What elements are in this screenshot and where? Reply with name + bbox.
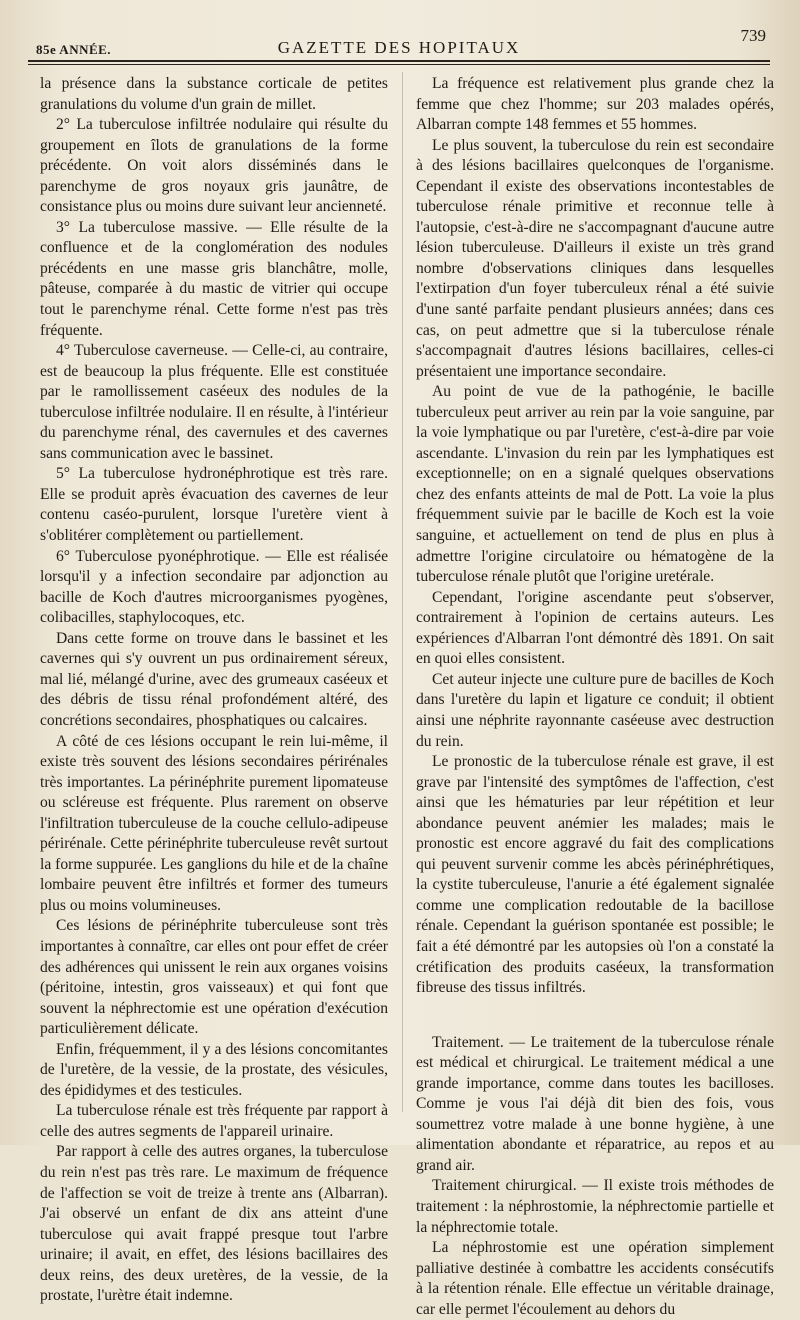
paragraph: Cependant, l'origine ascendante peut s'observer, contrairement à l'opinion de certains auteurs. Les expériences d'Albarran l'ont démontré dès 1891. On sait en quoi elles consistent. bbox=[416, 588, 774, 668]
paragraph: La fréquence est relativement plus grande chez la femme que chez l'homme; sur 203 malades opérés, Albarran compte 148 femmes et 55 hommes. bbox=[416, 75, 774, 134]
paragraph: 4° Tuberculose caverneuse. — Celle-ci, au contraire, est de beaucoup la plus fréquente. Elle est constituée par le ramollissement caséeux des nodules de la tuberculose infiltrée nodulaire. Il en résulte, à l'intérieur du parenchyme rénal, des cavernules et des cavernes sans communication avec le bassinet. bbox=[40, 342, 388, 462]
paragraph: 5° La tuberculose hydronéphrotique est très rare. Elle se produit après évacuation des cavernes de leur contenu caséo-purulent, lorsque l'uretère vient à s'oblitérer complètement ou partiellement. bbox=[40, 465, 388, 545]
paragraph: Le pronostic de la tuberculose rénale est grave, il est grave par l'intensité des symptômes de l'affection, c'est ainsi que les hématuries par leur répétition et leur abondance peuvent anémier les malades; mais le pronostic est encore aggravé du fait des complications qui peuvent survenir comme les abcès périnéphrétiques, la cystite tuberculeuse, l'anurie a été également signalée comme une complication redoutable de la bacillose rénale. Cependant la guérison spontanée est possible; le fait a été démontré par les autopsies où l'on a constaté la crétification des produits caséeux, la transformation fibreuse des tissus infiltrés. bbox=[416, 753, 774, 997]
paragraph: La néphrostomie est une opération simplement palliative destinée à combattre les accidents consécutifs à la rétention rénale. Elle effectue un véritable drainage, car elle permet l'écoulement au dehors du bbox=[416, 1239, 774, 1318]
left-column bbox=[40, 74, 388, 1307]
paragraph: Enfin, fréquemment, il y a des lésions concomitantes de l'uretère, de la vessie, de la prostate, des vésicules, des épididymes et des testicules. bbox=[40, 1040, 388, 1099]
journal-title: GAZETTE DES HOPITAUX bbox=[277, 38, 521, 57]
paragraph: 6° Tuberculose pyonéphrotique. — Elle est réalisée lorsqu'il y a infection secondaire par adjonction au bacille de Koch d'autres microorganismes pyogènes, colibacilles, staphylocoques, etc. bbox=[40, 547, 388, 627]
paragraph: Ces lésions de périnéphrite tuberculeuse sont très importantes à connaître, car elles ont pour effet de créer des adhérences qui unissent le rein aux organes voisins (péritoine, intestin, gros vaisseaux) et qui font que souvent la néphrectomie est une opération d'exécution particulièrement délicate. bbox=[40, 917, 388, 1038]
paragraph-treatment: Traitement. — Le traitement de la tuberculose rénale est médical et chirurgical. Le traitement médical a une grande importance, comme dans toutes les bacilloses. Comme je vous l'ai déjà dit bien des fois, vous soumettrez votre malade à une bonne hygiène, à une alimentation abondante et réparatrice, au repos et au grand air. bbox=[416, 1033, 774, 1174]
paragraph: Traitement chirurgical. — Il existe trois méthodes de traitement : la néphrostomie, la néphrectomie partielle et la néphrectomie totale. bbox=[416, 1177, 774, 1236]
paragraph: Au point de vue de la pathogénie, le bacille tuberculeux peut arriver au rein par la voie sanguine, par la voie lymphatique ou par l'uretère, c'est-à-dire par voie ascendante. L'invasion du rein par les lymphatiques est exceptionnelle; on en a signalé quelques observations chez des enfants atteints de mal de Pott. La voie la plus fréquemment suivie par le bacille de Koch est la voie sanguine, et actuellement on tend de plus en plus à admettre l'origine circulatoire ou hématogène de la tuberculose rénale plutôt que l'origine uretérale. bbox=[416, 383, 774, 586]
paragraph: Le plus souvent, la tuberculose du rein est secondaire à des lésions bacillaires quelconques de l'organisme. Cependant il existe des observations incontestables de tuberculose rénale primitive et reconnue telle à l'autopsie, c'est-à-dire ne s'accompagnant d'aucune autre lésion tuberculeuse. D'ailleurs il existe un très grand nombre d'observations cliniques dans lesquelles l'extirpation d'un foyer tuberculeux rénal a été suivie d'une santé parfaite pendant plusieurs années; dans ces cas, on peut admettre que si la tuberculose rénale s'accompagnait d'autres lésions bacillaires, celles-ci présentaient une importance secondaire. bbox=[416, 136, 774, 380]
paragraph: 2° La tuberculose infiltrée nodulaire qui résulte du groupement en îlots de granulations de la forme précédente. On voit alors disséminés dans le parenchyme de gros noyaux gris jaunâtre, de consistance plus ou moins dure suivant leur ancienneté. bbox=[40, 116, 388, 216]
paragraph: Cet auteur injecte une culture pure de bacilles de Koch dans l'uretère du lapin et ligature ce conduit; il obtient ainsi une néphrite rayonnante caséeuse avec destruction du rein. bbox=[416, 670, 774, 750]
section-gap bbox=[416, 999, 774, 1033]
issue-label: 85e ANNÉE. bbox=[36, 42, 112, 57]
right-column bbox=[416, 74, 774, 1320]
paragraph: Par rapport à celle des autres organes, la tuberculose du rein n'est pas très rare. Le maximum de fréquence de l'affection se voit de treize à trente ans (Albarran). J'ai observé un enfant de dix ans atteint d'une tuberculose qui avait frappé presque tout l'arbre urinaire; il avait, en effet, des lésions bacillaires des deux reins, des deux uretères, de la vessie, de la prostate, l'urètre était indemne. bbox=[40, 1143, 388, 1305]
header-rule-thin bbox=[28, 64, 770, 65]
column-divider bbox=[402, 72, 403, 1112]
paragraph: Dans cette forme on trouve dans le bassinet et les cavernes qui s'y ouvrent un pus ordinairement séreux, mal lié, mélangé d'urine, avec des grumeaux caséeux et des débris de tissu rénal profondément altéré, des concrétions secondaires, phosphatiques ou calcaires. bbox=[40, 629, 388, 729]
paragraph: La tuberculose rénale est très fréquente par rapport à celle des autres segments de l'appareil urinaire. bbox=[40, 1102, 388, 1140]
page-number: 739 bbox=[740, 26, 766, 45]
paragraph: A côté de ces lésions occupant le rein lui-même, il existe très souvent des lésions secondaires périrénales très importantes. La périnéphrite purement lipomateuse ou scléreuse est fréquente. Plus rarement on observe l'infiltration tuberculeuse de la couche cellulo-adipeuse périrénale. Cette périnéphrite tuberculeuse revêt surtout la forme suppurée. Les ganglions du hile et de la chaîne lombaire peuvent être infiltrés et former des tumeurs plus ou moins volumineuses. bbox=[40, 732, 388, 914]
header-rule-thick bbox=[28, 60, 770, 62]
paragraph: 3° La tuberculose massive. — Elle résulte de la confluence et de la conglomération des nodules précédents en une masse gris blanchâtre, molle, pâteuse, comparée à du mastic de vitrier qui occupe tout le parenchyme rénal. Cette forme n'est pas très fréquente. bbox=[40, 218, 388, 339]
paragraph: la présence dans la substance corticale de petites granulations du volume d'un grain de millet. bbox=[40, 75, 388, 113]
